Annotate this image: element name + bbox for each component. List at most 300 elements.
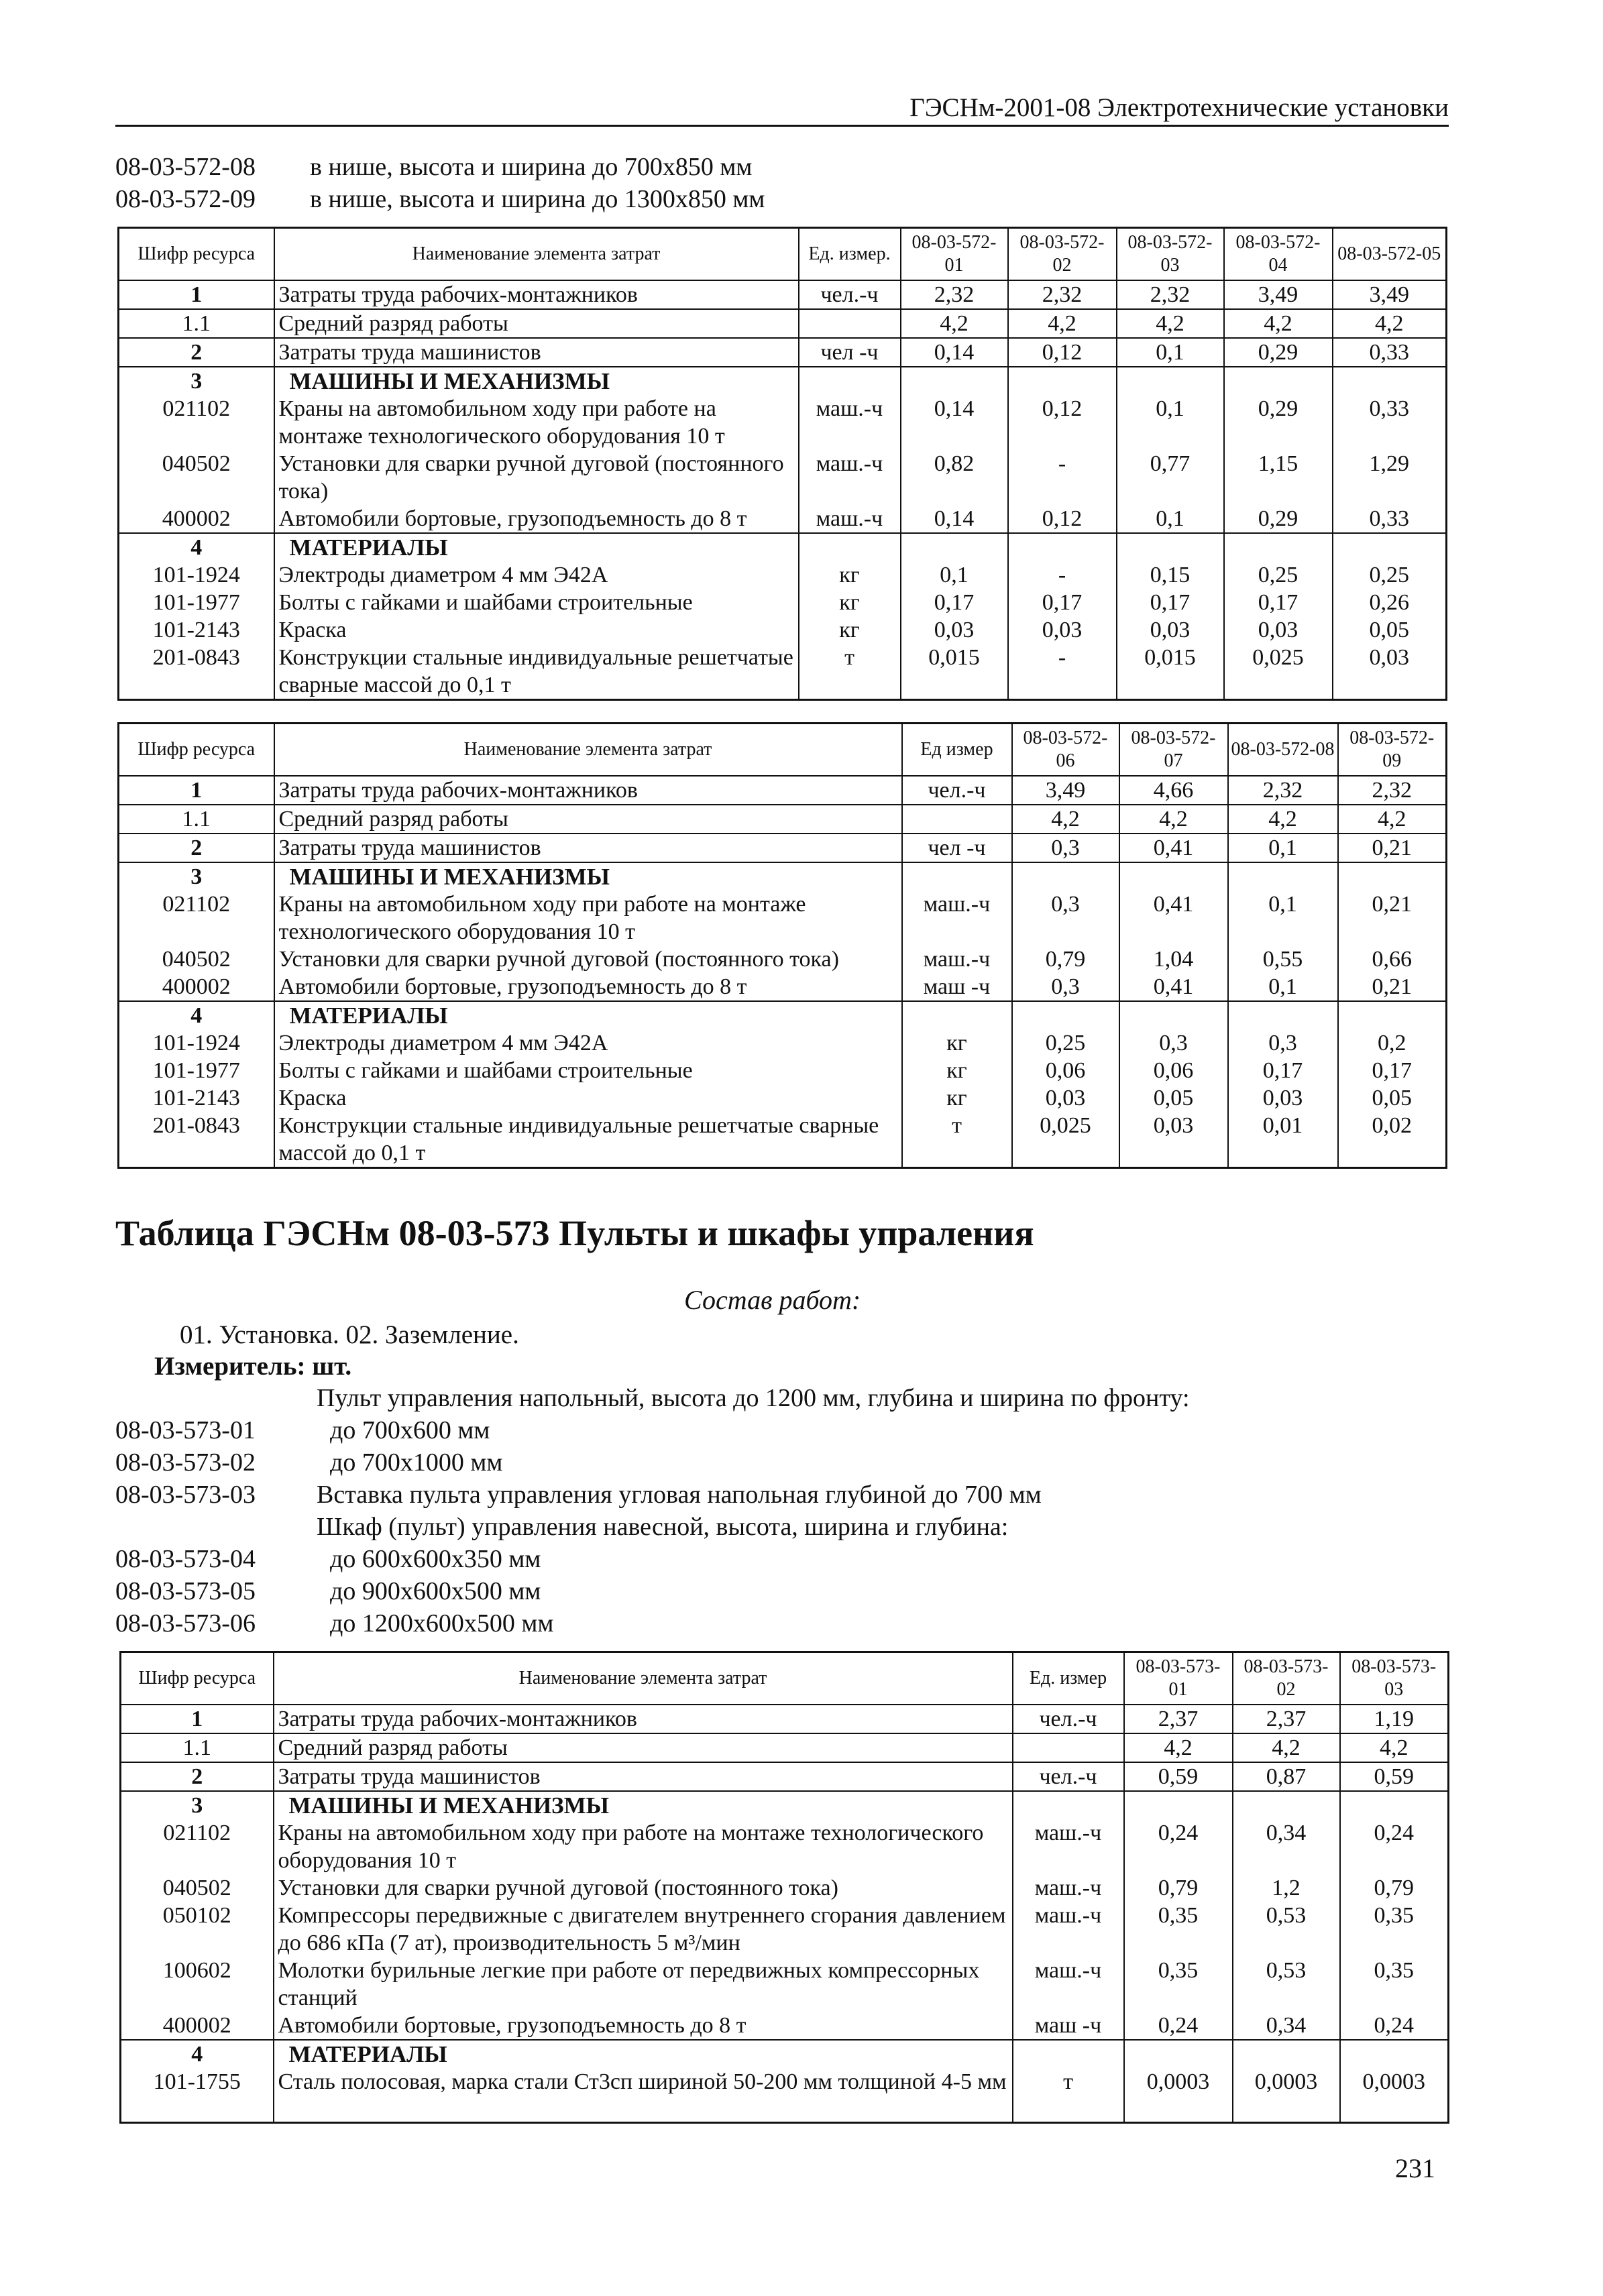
value-cell [1338,1001,1447,1029]
value-cell: 0,3 [1012,973,1119,1001]
code-line [115,1415,1390,1447]
unit-cell: т [799,644,901,700]
unit-cell: маш.-ч [1013,1902,1124,1957]
resource-table-572-06-09 [117,722,1447,1169]
table-row [119,945,1447,973]
section-row [119,862,1447,891]
table-row [119,309,1447,338]
unit-cell: чел.-ч [799,280,901,309]
unit-cell: маш.-ч [1013,1819,1124,1874]
value-cell: 4,2 [1338,805,1447,834]
table-row [121,1874,1449,1902]
value-cell: 0,87 [1233,1762,1340,1791]
unit-cell [799,309,901,338]
resource-code: 08-03-572-09 [115,185,256,213]
table-row [119,1112,1447,1168]
unit-cell [799,367,901,395]
cost-element-cell: Конструкции стальные индивидуальные решетчатые сварные массой до 0,1 т [274,644,799,700]
resource-code-cell: 021102 [119,891,274,945]
resource-code-cell: 050102 [121,1902,274,1957]
value-cell [1119,862,1228,891]
unit-cell: чел -ч [799,338,901,367]
unit-cell: маш.-ч [902,945,1012,973]
value-cell [1008,533,1117,561]
resource-code-cell: 021102 [119,395,274,450]
table-header-row [119,228,1447,280]
unit-cell: маш.-ч [1013,1957,1124,2012]
cost-element-cell: Затраты труда машинистов [274,1762,1013,1791]
value-cell [1228,1001,1338,1029]
code-description: Шкаф (пульт) управления навесной, высота, ширина и глубина: [317,1513,1009,1541]
resource-code-cell: 101-1755 [121,2068,274,2123]
column-header: 08-03-572-07 [1119,724,1228,776]
value-cell: 0,17 [1224,589,1333,616]
cost-element-cell: Установки для сварки ручной дуговой (постоянного тока) [274,450,799,505]
value-cell: 0,0003 [1124,2068,1233,2123]
column-header: 08-03-572-02 [1008,228,1117,280]
value-cell [1333,367,1447,395]
table-row [119,891,1447,945]
value-cell: 1,29 [1333,450,1447,505]
resource-code-cell: 101-1977 [119,589,274,616]
resource-code-cell: 400002 [119,505,274,533]
value-cell: 3,49 [1333,280,1447,309]
resource-code-cell: 040502 [119,450,274,505]
cost-element-cell: Болты с гайками и шайбами строительные [274,1057,902,1084]
value-cell: 0,05 [1119,1084,1228,1112]
resource-code-cell: 101-1924 [119,561,274,589]
code-description: в нише, высота и ширина до 700х850 мм [310,153,753,181]
value-cell: 0,06 [1012,1057,1119,1084]
value-cell: 0,33 [1333,505,1447,533]
resource-code-cell: 101-1977 [119,1057,274,1084]
value-cell: 3,49 [1012,776,1119,805]
resource-code: 08-03-573-01 [115,1416,256,1444]
value-cell [1340,2040,1449,2068]
section-row [121,1791,1449,1819]
cost-element-cell: Затраты труда машинистов [274,834,902,862]
unit-cell [799,533,901,561]
resource-code-cell: 400002 [119,973,274,1001]
value-cell: 0,24 [1124,2012,1233,2040]
code-line [115,1383,1390,1415]
cost-element-cell: Автомобили бортовые, грузоподъемность до 8 т [274,973,902,1001]
value-cell: 1,04 [1119,945,1228,973]
value-cell: 0,24 [1340,2012,1449,2040]
value-cell: 3,49 [1224,280,1333,309]
resource-code-cell: 040502 [119,945,274,973]
value-cell [1228,862,1338,891]
value-cell: 0,29 [1224,338,1333,367]
cost-element-cell: Краны на автомобильном ходу при работе на монтаже технологического оборудования 10 т [274,1819,1013,1874]
cost-element-cell: Средний разряд работы [274,805,902,834]
table-row [119,395,1447,450]
cost-element-cell: МАТЕРИАЛЫ [274,1001,902,1029]
value-cell [901,533,1008,561]
value-cell [1340,1791,1449,1819]
value-cell: 0,34 [1233,2012,1340,2040]
column-header: Наименование элемента затрат [274,724,902,776]
resource-code-cell: 3 [121,1791,274,1819]
section-row [119,1001,1447,1029]
value-cell: 0,1 [1228,834,1338,862]
value-cell: 2,32 [1338,776,1447,805]
unit-cell: маш.-ч [1013,1874,1124,1902]
code-line [115,1479,1390,1511]
value-cell: 4,2 [1228,805,1338,834]
code-description: до 900х600х500 мм [330,1577,541,1605]
value-cell: 0,05 [1338,1084,1447,1112]
value-cell: 2,37 [1233,1705,1340,1733]
value-cell: 0,66 [1338,945,1447,973]
table-row [119,834,1447,862]
value-cell [1333,533,1447,561]
unit-cell: чел -ч [902,834,1012,862]
header-rule [115,125,1449,127]
value-cell: 0,03 [1008,616,1117,644]
table-row [119,776,1447,805]
value-cell: - [1008,450,1117,505]
value-cell: 0,015 [901,644,1008,700]
value-cell: 2,37 [1124,1705,1233,1733]
cost-element-cell: Средний разряд работы [274,309,799,338]
value-cell: 0,3 [1012,891,1119,945]
table-row [119,338,1447,367]
cost-element-cell: Электроды диаметром 4 мм Э42А [274,561,799,589]
column-header: 08-03-572-09 [1338,724,1447,776]
resource-code-cell: 2 [121,1762,274,1791]
value-cell: 4,2 [1008,309,1117,338]
unit-cell: кг [799,561,901,589]
section-row [121,2040,1449,2068]
value-cell: 0,25 [1333,561,1447,589]
value-cell: 0,17 [901,589,1008,616]
value-cell: 4,66 [1119,776,1228,805]
table-header-row [121,1652,1449,1705]
unit-cell: чел.-ч [1013,1705,1124,1733]
value-cell [1224,533,1333,561]
unit-cell: маш -ч [1013,2012,1124,2040]
cost-element-cell: Краска [274,1084,902,1112]
value-cell: 0,53 [1233,1902,1340,1957]
value-cell: 0,17 [1228,1057,1338,1084]
code-line [115,1511,1390,1544]
resource-code-cell: 3 [119,367,274,395]
cost-element-cell: МАТЕРИАЛЫ [274,2040,1013,2068]
table-header-row [119,724,1447,776]
code-line [115,1576,1390,1608]
value-cell: 4,2 [1012,805,1119,834]
value-cell [1233,1791,1340,1819]
column-header: Шифр ресурса [121,1652,274,1705]
unit-cell: маш.-ч [799,505,901,533]
value-cell: 0,3 [1012,834,1119,862]
table-row [119,561,1447,589]
value-cell: 0,59 [1124,1762,1233,1791]
value-cell [1008,367,1117,395]
value-cell: 0,03 [901,616,1008,644]
work-items: 01. Установка. 02. Заземление. [180,1320,519,1349]
table-row [119,1057,1447,1084]
table-row [121,1957,1449,2012]
value-cell: 0,41 [1119,973,1228,1001]
value-cell: 0,17 [1117,589,1224,616]
value-cell: 0,03 [1012,1084,1119,1112]
value-cell [901,367,1008,395]
value-cell: 0,29 [1224,505,1333,533]
resource-code: 08-03-572-08 [115,153,256,181]
table-row [119,973,1447,1001]
value-cell: 0,79 [1012,945,1119,973]
section-code-lines [115,1383,1390,1640]
cost-element-cell: Болты с гайками и шайбами строительные [274,589,799,616]
resource-table-572-01-05 [117,227,1447,701]
column-header: Ед. измер [1013,1652,1124,1705]
cost-element-cell: МАШИНЫ И МЕХАНИЗМЫ [274,862,902,891]
column-header: 08-03-573-02 [1233,1652,1340,1705]
column-header: 08-03-572-04 [1224,228,1333,280]
resource-code-cell: 1 [119,776,274,805]
value-cell: 0,77 [1117,450,1224,505]
value-cell: 0,35 [1340,1957,1449,2012]
value-cell: 0,82 [901,450,1008,505]
cost-element-cell: Краны на автомобильном ходу при работе на монтаже технологического оборудования 10 т [274,891,902,945]
value-cell: - [1008,561,1117,589]
column-header: 08-03-572-06 [1012,724,1119,776]
value-cell: 0,21 [1338,891,1447,945]
value-cell: 0,03 [1333,644,1447,700]
value-cell: 1,2 [1233,1874,1340,1902]
column-header: 08-03-572-08 [1228,724,1338,776]
value-cell: 4,2 [1333,309,1447,338]
table-row [121,2012,1449,2040]
resource-code-cell: 1 [121,1705,274,1733]
value-cell: 0,79 [1124,1874,1233,1902]
resource-code-cell: 1.1 [119,805,274,834]
resource-code: 08-03-573-03 [115,1481,256,1509]
resource-code-cell: 1 [119,280,274,309]
value-cell: 0,1 [1228,973,1338,1001]
resource-code-cell: 101-2143 [119,1084,274,1112]
value-cell: 0,35 [1340,1902,1449,1957]
value-cell [1012,1001,1119,1029]
cost-element-cell: Краны на автомобильном ходу при работе на монтаже технологического оборудования 10 т [274,395,799,450]
composition-title: Состав работ: [684,1285,861,1315]
value-cell: 0,59 [1340,1762,1449,1791]
value-cell: 0,1 [1228,891,1338,945]
resource-code: 08-03-573-05 [115,1577,256,1605]
value-cell: 0,1 [1117,505,1224,533]
value-cell: 0,14 [901,395,1008,450]
table-row [121,1762,1449,1791]
code-line [115,1608,1390,1640]
value-cell: 1,19 [1340,1705,1449,1733]
value-cell: 0,41 [1119,891,1228,945]
value-cell: 4,2 [1233,1733,1340,1762]
column-header: 08-03-572-03 [1117,228,1224,280]
table-row [119,616,1447,644]
value-cell: 2,32 [901,280,1008,309]
resource-code-cell: 101-1924 [119,1029,274,1057]
value-cell: 0,03 [1119,1112,1228,1168]
unit-cell [902,805,1012,834]
table-row [121,1902,1449,1957]
unit-cell: кг [902,1057,1012,1084]
unit-cell: кг [799,589,901,616]
value-cell: 0,12 [1008,505,1117,533]
cost-element-cell: Установки для сварки ручной дуговой (постоянного тока) [274,945,902,973]
table-row [119,280,1447,309]
resource-table-573-01-03 [119,1651,1449,2124]
value-cell [1119,1001,1228,1029]
value-cell: 0,33 [1333,395,1447,450]
unit-cell: чел.-ч [902,776,1012,805]
code-line [115,1447,1390,1479]
value-cell: 4,2 [1124,1733,1233,1762]
value-cell: 0,15 [1117,561,1224,589]
code-description: до 1200х600х500 мм [330,1609,554,1638]
table-row [119,644,1447,700]
value-cell: 0,35 [1124,1957,1233,2012]
resource-code-cell: 3 [119,862,274,891]
column-header: Шифр ресурса [119,228,274,280]
value-cell: 0,14 [901,338,1008,367]
value-cell: 0,17 [1338,1057,1447,1084]
resource-code-cell: 201-0843 [119,644,274,700]
value-cell: 4,2 [1340,1733,1449,1762]
cost-element-cell: Затраты труда рабочих-монтажников [274,776,902,805]
code-description: Вставка пульта управления угловая напольная глубиной до 700 мм [317,1481,1042,1509]
table-row [119,1084,1447,1112]
resource-code-cell: 040502 [121,1874,274,1902]
value-cell [1124,2040,1233,2068]
column-header: Шифр ресурса [119,724,274,776]
table-row [121,1705,1449,1733]
resource-code-cell: 100602 [121,1957,274,2012]
value-cell: 0,21 [1338,973,1447,1001]
value-cell: 0,1 [1117,395,1224,450]
table-row [119,505,1447,533]
code-line [115,183,987,215]
resource-code-cell: 021102 [121,1819,274,1874]
column-header: Ед. измер. [799,228,901,280]
value-cell: 0,025 [1012,1112,1119,1168]
value-cell: 2,32 [1008,280,1117,309]
column-header: Наименование элемента затрат [274,228,799,280]
table-row [119,1029,1447,1057]
value-cell: 0,01 [1228,1112,1338,1168]
resource-code-cell: 1.1 [121,1733,274,1762]
value-cell: 0,05 [1333,616,1447,644]
resource-code-cell: 201-0843 [119,1112,274,1168]
unit-cell: маш.-ч [799,450,901,505]
cost-element-cell: Средний разряд работы [274,1733,1013,1762]
value-cell: 0,24 [1340,1819,1449,1874]
value-cell: 0,03 [1117,616,1224,644]
value-cell: 0,3 [1119,1029,1228,1057]
value-cell: 0,0003 [1340,2068,1449,2123]
value-cell: 0,53 [1233,1957,1340,2012]
section-title: Таблица ГЭСНм 08-03-573 Пульты и шкафы упраления [115,1213,1034,1253]
resource-code-cell: 4 [119,533,274,561]
value-cell: 0,25 [1012,1029,1119,1057]
resource-code: 08-03-573-06 [115,1609,256,1638]
value-cell: 2,32 [1228,776,1338,805]
unit-cell: т [1013,2068,1124,2123]
cost-element-cell: Конструкции стальные индивидуальные решетчатые сварные массой до 0,1 т [274,1112,902,1168]
value-cell: 0,03 [1228,1084,1338,1112]
value-cell [1338,862,1447,891]
value-cell: 0,06 [1119,1057,1228,1084]
unit-cell: кг [799,616,901,644]
resource-code: 08-03-573-02 [115,1448,256,1477]
column-header: 08-03-573-01 [1124,1652,1233,1705]
unit-cell: кг [902,1029,1012,1057]
table-row [121,1733,1449,1762]
unit-cell [1013,1791,1124,1819]
code-description: до 700х600 мм [330,1416,490,1444]
value-cell [1012,862,1119,891]
value-cell: 0,34 [1233,1819,1340,1874]
unit-cell: маш -ч [902,973,1012,1001]
code-line [115,151,987,183]
unit-cell: кг [902,1084,1012,1112]
table-row [119,805,1447,834]
unit-cell: т [902,1112,1012,1168]
value-cell [1224,367,1333,395]
cost-element-cell: Автомобили бортовые, грузоподъемность до 8 т [274,2012,1013,2040]
code-line [115,1544,1390,1576]
value-cell: 0,25 [1224,561,1333,589]
resource-code-cell: 101-2143 [119,616,274,644]
value-cell: 0,025 [1224,644,1333,700]
value-cell: 0,015 [1117,644,1224,700]
value-cell: 4,2 [901,309,1008,338]
resource-code-cell: 400002 [121,2012,274,2040]
value-cell: 0,12 [1008,395,1117,450]
value-cell: 0,26 [1333,589,1447,616]
section-row [119,367,1447,395]
value-cell: 1,15 [1224,450,1333,505]
value-cell: 0,17 [1008,589,1117,616]
unit-cell: чел.-ч [1013,1762,1124,1791]
cost-element-cell: Молотки бурильные легкие при работе от передвижных компрессорных станций [274,1957,1013,2012]
cost-element-cell: Затраты труда рабочих-монтажников [274,280,799,309]
resource-code-cell: 1.1 [119,309,274,338]
value-cell: 0,35 [1124,1902,1233,1957]
unit-cell [902,1001,1012,1029]
top-codes [115,151,987,215]
resource-code: 08-03-573-04 [115,1545,256,1573]
table-row [119,589,1447,616]
code-description: до 600х600х350 мм [330,1545,541,1573]
value-cell: 0,33 [1333,338,1447,367]
unit-of-measure: Измеритель: шт. [154,1352,352,1381]
value-cell: 4,2 [1119,805,1228,834]
value-cell: 0,79 [1340,1874,1449,1902]
value-cell: 0,14 [901,505,1008,533]
column-header: 08-03-572-05 [1333,228,1447,280]
cost-element-cell: Установки для сварки ручной дуговой (постоянного тока) [274,1874,1013,1902]
cost-element-cell: Автомобили бортовые, грузоподъемность до 8 т [274,505,799,533]
table-row [119,450,1447,505]
column-header: 08-03-572-01 [901,228,1008,280]
cost-element-cell: Краска [274,616,799,644]
value-cell: 0,55 [1228,945,1338,973]
value-cell: 0,41 [1119,834,1228,862]
table-row [121,1819,1449,1874]
value-cell [1124,1791,1233,1819]
